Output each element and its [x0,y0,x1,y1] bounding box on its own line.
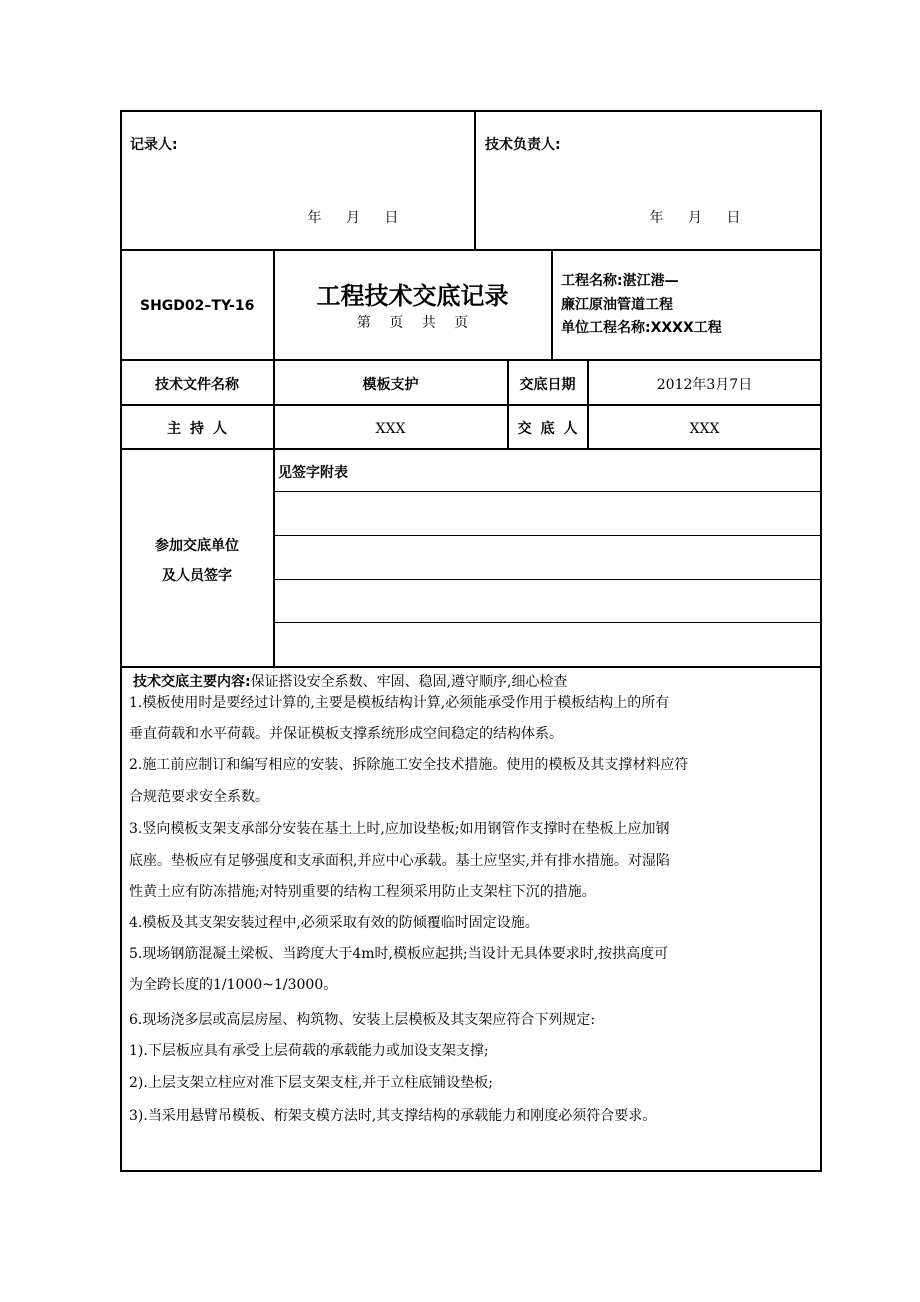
participants-label-line2: 及人员签字 [162,568,232,584]
tech-lead-date: 年 月 日 [649,210,741,226]
rule-header-divider [551,249,553,360]
project-name-line2: 廉江原油管道工程 [561,297,673,313]
content-heading-label: 技术交底主要内容: [133,674,251,690]
content-line: 5.现场钢筋混凝土梁板、当跨度大于4m时,模板应起拱;当设计无具体要求时,按拱高度可 [129,946,669,962]
content-heading [133,673,568,691]
content-line: 4.模板及其支架安装过程中,必须采取有效的防倾覆临时固定设施。 [129,915,539,931]
participants-row-1: 见签字附表 [278,465,348,481]
host-label: 主 持 人 [167,421,227,437]
rule-participants-bottom [120,666,822,668]
rule-participants-4 [274,622,822,623]
content-line: 底座。垫板应有足够强度和支承面积,并应中心承载。基土应坚实,并有排水措施。对湿陷 [129,853,670,869]
rule-participants-3 [274,579,822,580]
rule-signoff-divider [474,110,476,250]
participants-label-line1: 参加交底单位 [155,538,239,554]
date-value: 2012年3月7日 [656,377,753,393]
project-name-line1: 工程名称:湛江港— [561,273,679,289]
content-line: 性黄土应有防冻措施;对特别重要的结构工程须采用防止支架柱下沉的措施。 [129,884,596,900]
content-heading-text: 保证搭设安全系数、牢固、稳固,遵守顺序,细心检查 [250,674,568,690]
rule-participants-1 [274,491,822,492]
rule-participants-2 [274,535,822,536]
date-label: 交底日期 [519,377,576,393]
doc-name-label: 技术文件名称 [155,377,239,393]
presenter-value: XXX [689,421,720,437]
unit-project-name: 单位工程名称:XXXX工程 [561,320,722,336]
host-value: XXX [375,421,406,437]
content-line: 3).当采用悬臂吊模板、桁架支模方法时,其支撑结构的承载能力和刚度必须符合要求。 [129,1108,657,1124]
content-line: 3.竖向模板支架支承部分安装在基土上时,应加设垫板;如用钢管作支撑时在垫板上应加钢 [129,821,670,837]
tech-lead-label: 技术负责人: [485,137,561,153]
content-line: 为全跨长度的1/1000~1/3000。 [129,977,338,993]
content-line: 2).上层支架立柱应对准下层支架支柱,并于立柱底铺设垫板; [129,1075,493,1091]
recorder-date: 年 月 日 [307,210,399,226]
rule-docname-bottom [120,404,822,406]
rule-label-column [273,249,275,667]
content-line: 6.现场浇多层或高层房屋、构筑物、安装上层模板及其支架应符合下列规定: [129,1012,596,1028]
presenter-label: 交 底 人 [517,421,578,437]
content-line: 2.施工前应制订和编写相应的安装、拆除施工安全技术措施。使用的模板及其支撑材料应符 [129,757,689,773]
rule-header-bottom [120,359,822,361]
content-line: 1.模板使用时是要经过计算的,主要是模板结构计算,必须能承受作用于模板结构上的所有 [129,695,670,711]
content-line: 垂直荷载和水平荷载。并保证模板支撑系统形成空间稳定的结构体系。 [129,726,563,742]
rule-host-bottom [120,448,822,450]
content-line: 合规范要求安全系数。 [129,789,269,805]
rule-signoff-bottom [120,249,822,251]
content-line: 1).下层板应具有承受上层荷载的承载能力或加设支架支撑; [129,1043,489,1059]
page-info: 第 页 共 页 [356,315,469,331]
recorder-label: 记录人: [130,137,178,153]
doc-name-value: 模板支护 [362,377,419,393]
form-code: SHGD02–TY-16 [140,298,255,314]
form-title: 工程技术交底记录 [316,282,509,310]
